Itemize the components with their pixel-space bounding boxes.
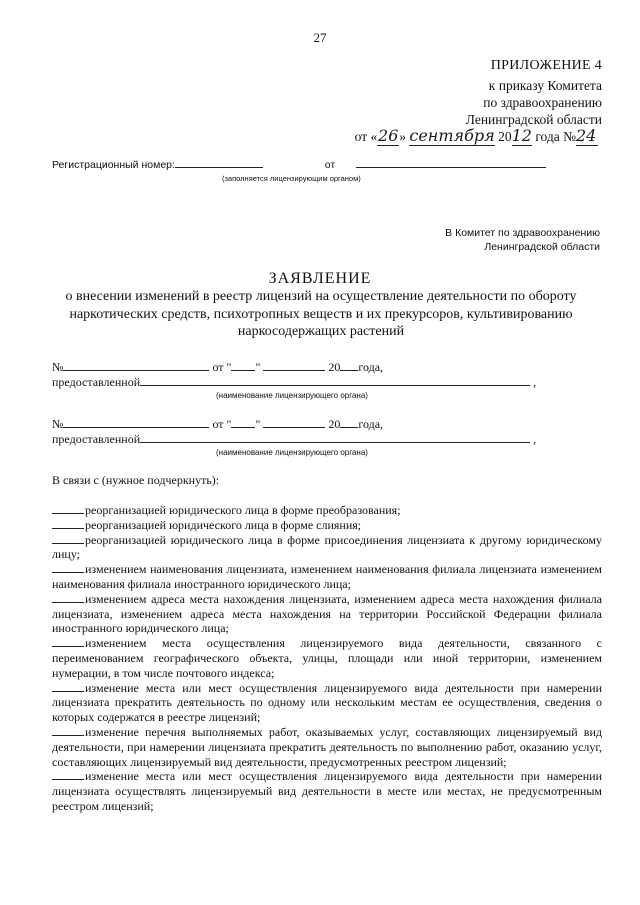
annex-committee-line: по здравоохранению bbox=[483, 95, 602, 110]
licensing-authority-note: (наименование лицензирующего органа) bbox=[216, 448, 368, 457]
reason-text: реорганизацией юридического лица в форме слияния; bbox=[85, 517, 362, 532]
page-number: 27 bbox=[313, 30, 327, 45]
reason-item[interactable] bbox=[52, 636, 602, 680]
reasons-intro: В связи с (нужное подчеркнуть): bbox=[52, 473, 220, 487]
underline-blank bbox=[52, 533, 84, 544]
provided-label: предоставленной bbox=[52, 375, 141, 389]
date-year-prefix: 20 bbox=[498, 129, 512, 144]
reason-item[interactable] bbox=[52, 592, 602, 636]
license-number-line-1 bbox=[52, 360, 383, 375]
date-month-handwritten: сентября bbox=[409, 126, 495, 145]
date-prefix: от « bbox=[354, 129, 378, 144]
annex-date-line bbox=[355, 126, 598, 146]
license-provided-line-2 bbox=[52, 432, 536, 447]
annex-order-line: к приказу Комитета bbox=[488, 78, 602, 93]
license-year-suffix: года, bbox=[358, 360, 384, 374]
license-year-field[interactable] bbox=[340, 360, 358, 371]
annex-title: ПРИЛОЖЕНИЕ 4 bbox=[490, 58, 602, 73]
underline-blank bbox=[52, 725, 84, 736]
reason-text: изменение перечня выполняемых работ, оказываемых услуг, составляющих лицензируемый вид деятельности, при намерении лицензиата прекратить деятельность по выполнению работ, оказанию услуг, составляющих лицензируемый вид деятельности, предусмотренных реестром лицензий; bbox=[52, 724, 602, 769]
reason-item[interactable] bbox=[52, 562, 602, 592]
license-number-field[interactable] bbox=[63, 417, 209, 428]
underline-blank bbox=[52, 636, 84, 647]
underline-blank bbox=[52, 681, 84, 692]
license-number-label: № bbox=[52, 417, 64, 431]
registration-line bbox=[52, 157, 546, 171]
license-year-prefix: 20 bbox=[328, 417, 341, 431]
license-number-label: № bbox=[52, 360, 64, 374]
license-year-field[interactable] bbox=[340, 417, 358, 428]
reason-text: изменение места или мест осуществления лицензируемого вида деятельности при намерении лицензиата прекратить деятельность по одному или нескольким местам ее осуществления, сведения о которых содержатся в реестре лицензий; bbox=[52, 680, 602, 725]
annex-region-line: Ленинградской области bbox=[465, 112, 602, 127]
provided-label: предоставленной bbox=[52, 432, 141, 446]
reason-item[interactable] bbox=[52, 503, 602, 518]
license-month-field[interactable] bbox=[263, 360, 325, 371]
license-number-field[interactable] bbox=[63, 360, 209, 371]
license-from-label: от " bbox=[212, 417, 232, 431]
license-quote-close: " bbox=[255, 417, 261, 431]
reason-text: реорганизацией юридического лица в форме преобразования; bbox=[85, 503, 401, 517]
date-year-handwritten: 12 bbox=[511, 126, 532, 145]
license-provided-line-1 bbox=[52, 375, 536, 390]
reason-text: изменение места или мест осуществления лицензируемого вида деятельности при намерении лицензиата осуществлять лицензируемый вид деятельности в месте или местах, не предусмотренным реестром лицензий; bbox=[52, 769, 602, 813]
reason-text: изменением места осуществления лицензируемого вида деятельности, связанного с переименованием географического объекта, улицы, площади или иной территории, изменением нумерации, в том числе почтового индекса; bbox=[52, 636, 602, 680]
underline-blank bbox=[52, 562, 84, 573]
underline-blank bbox=[52, 592, 84, 603]
reason-item[interactable] bbox=[52, 725, 602, 769]
provided-comma: , bbox=[533, 432, 537, 446]
order-number-handwritten: 24 bbox=[576, 126, 597, 145]
underline-blank bbox=[52, 503, 84, 514]
licensing-authority-field[interactable] bbox=[140, 432, 530, 443]
date-year-label: года № bbox=[535, 129, 576, 144]
underline-blank bbox=[52, 518, 84, 529]
license-month-field[interactable] bbox=[263, 417, 325, 428]
registration-date-field[interactable] bbox=[356, 157, 546, 168]
reason-text: изменением адреса места нахождения лицензиата, изменением адреса места нахождения филиала лицензиата, изменением адреса места нахождения на территории Российской Федерации филиала иностранного юридического лица; bbox=[52, 591, 602, 636]
date-mid: » bbox=[399, 129, 406, 144]
registration-label: Регистрационный номер: bbox=[52, 159, 175, 171]
reason-item[interactable] bbox=[52, 769, 602, 813]
reason-text: изменением наименования лицензиата, изменением наименования филиала лицензиата изменением наименования филиала иностранного юридического лица; bbox=[52, 562, 602, 591]
license-quote-close: " bbox=[255, 360, 261, 374]
license-from-label: от " bbox=[212, 360, 232, 374]
reason-item[interactable] bbox=[52, 681, 602, 725]
registration-from-label: от bbox=[324, 159, 336, 171]
addressee-line-1: В Комитет по здравоохранению bbox=[445, 227, 600, 239]
reason-text: реорганизацией юридического лица в форме присоединения лицензиата к другому юридическому лицу; bbox=[52, 532, 602, 562]
reasons-list bbox=[52, 503, 602, 814]
licensing-authority-note: (наименование лицензирующего органа) bbox=[216, 391, 368, 400]
provided-comma: , bbox=[533, 375, 537, 389]
license-number-line-2 bbox=[52, 417, 383, 432]
date-day-handwritten: 26 bbox=[378, 126, 399, 145]
registration-note: (заполняется лицензирующим органом) bbox=[222, 174, 361, 183]
license-day-field[interactable] bbox=[231, 360, 255, 371]
underline-blank bbox=[52, 769, 84, 780]
reason-item[interactable] bbox=[52, 518, 602, 533]
registration-number-field[interactable] bbox=[175, 157, 263, 168]
document-subtitle: о внесении изменений в реестр лицензий на осуществление деятельности по обороту наркотических средств, психотропных веществ и их прекурсоров, культивированию наркосодержащих растений bbox=[65, 289, 577, 339]
licensing-authority-field[interactable] bbox=[140, 375, 530, 386]
addressee-line-2: Ленинградской области bbox=[484, 241, 600, 253]
license-year-suffix: года, bbox=[358, 417, 384, 431]
document-title: ЗАЯВЛЕНИЕ bbox=[268, 270, 372, 287]
license-day-field[interactable] bbox=[231, 417, 255, 428]
license-year-prefix: 20 bbox=[328, 360, 341, 374]
reason-item[interactable] bbox=[52, 533, 602, 563]
